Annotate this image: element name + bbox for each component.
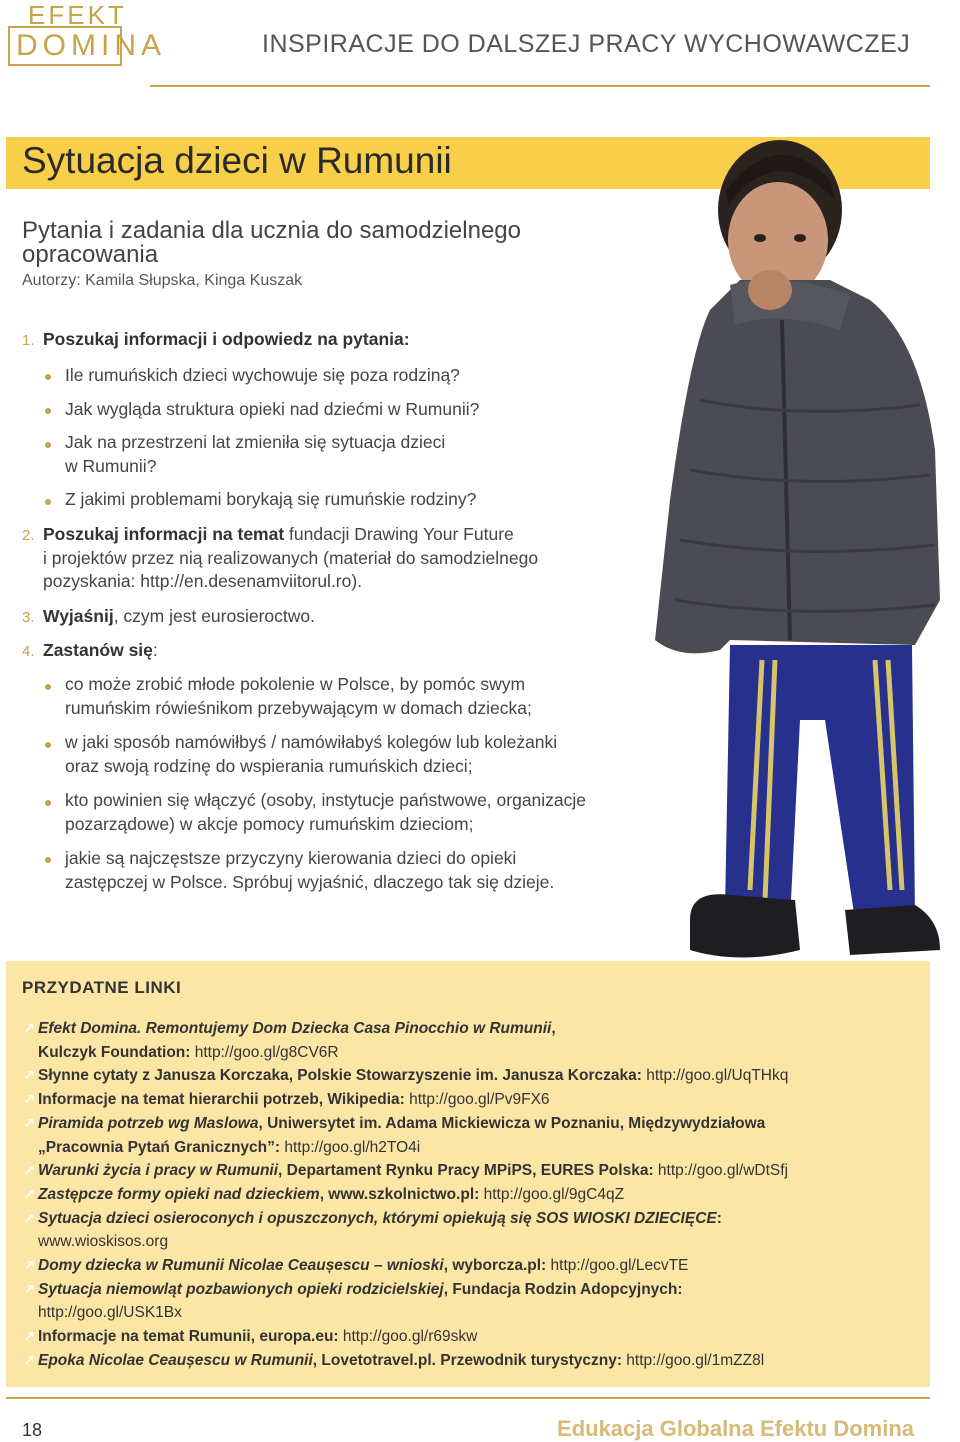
link-url[interactable]: http://goo.gl/wDtSfj <box>653 1162 789 1180</box>
link-url[interactable]: http://goo.gl/r69skw <box>338 1328 478 1346</box>
link-item <box>38 1159 928 1183</box>
link-item <box>38 1064 928 1088</box>
list-item: Z jakimi problemami borykają się rumuńskie rodziny? <box>65 489 477 509</box>
link-source: , wyborcza.pl: <box>443 1257 547 1274</box>
link-item <box>38 1207 928 1231</box>
task-text <box>43 523 514 547</box>
link-source: , <box>551 1020 556 1037</box>
link-source: , www.szkolnictwo.pl: <box>319 1185 480 1203</box>
link-item <box>38 1325 928 1349</box>
link-source: Informacje na temat Rumunii, europa.eu: <box>38 1328 339 1346</box>
list-item: kto powinien się włączyć (osoby, instytucje państwowe, organizacje <box>65 790 587 810</box>
link-item <box>38 1230 928 1254</box>
bullet <box>45 442 51 448</box>
link-item <box>38 1254 928 1278</box>
link-title: Epoka Nicolae Ceaușescu w Rumunii <box>38 1351 313 1369</box>
list-item: oraz swoją rodzinę do wspierania rumuńskich dzieci; <box>65 756 473 776</box>
link-item <box>38 1017 928 1041</box>
link-url[interactable]: http://goo.gl/1mZZ8l <box>622 1351 765 1369</box>
boy-photo <box>650 120 950 970</box>
authors: Autorzy: Kamila Słupska, Kinga Kuszak <box>22 272 303 289</box>
link-title: Efekt Domina. Remontujemy Dom Dziecka Casa Pinocchio w Rumunii <box>38 1020 552 1037</box>
logo-line1: EFEKT <box>28 0 127 30</box>
link-arrow-icon: ↗ <box>24 1328 35 1344</box>
page-title: Sytuacja dzieci w Rumunii <box>22 140 452 181</box>
footer-divider <box>6 1397 930 1399</box>
link-url[interactable]: http://goo.gl/USK1Bx <box>38 1304 182 1322</box>
list-item: jakie są najczęstsze przyczyny kierowania dzieci do opieki <box>65 848 517 868</box>
link-arrow-icon: ↗ <box>24 1280 35 1296</box>
list-item: co może zrobić młode pokolenie w Polsce, by pomóc swym <box>65 674 526 694</box>
link-title: Piramida potrzeb wg Maslowa <box>38 1114 259 1132</box>
bullet <box>45 499 51 505</box>
bullet <box>45 684 51 690</box>
link-arrow-icon: ↗ <box>24 1114 35 1130</box>
task-rest: , czym jest eurosieroctwo. <box>113 606 315 626</box>
list-item: w Rumunii? <box>65 456 157 476</box>
task-number: 1. <box>22 332 35 349</box>
link-arrow-icon: ↗ <box>24 1209 35 1225</box>
task-bold: Poszukaj informacji i odpowiedz na pytania: <box>43 329 410 349</box>
link-item <box>38 1112 928 1136</box>
link-item <box>38 1278 928 1302</box>
logo-line2: DOMINA <box>16 29 166 62</box>
link-item <box>38 1041 928 1065</box>
link-source: , Lovetotravel.pl. Przewodnik turystyczny: <box>312 1351 622 1369</box>
link-source: Słynne cytaty z Janusza Korczaka, Polskie Stowarzyszenie im. Janusza Korczaka: <box>38 1067 642 1085</box>
bullet <box>45 408 51 414</box>
link-item <box>38 1349 928 1373</box>
link-arrow-icon: ↗ <box>24 1351 35 1367</box>
link-arrow-icon: ↗ <box>24 1091 35 1107</box>
task-text <box>43 639 158 663</box>
link-item <box>38 1136 928 1160</box>
link-url[interactable]: http://goo.gl/Pv9FX6 <box>404 1091 550 1109</box>
task-number: 4. <box>22 643 35 660</box>
link-title: Warunki życia i pracy w Rumunii <box>38 1162 279 1180</box>
link-source: , Departament Rynku Pracy MPiPS, EURES Polska: <box>278 1162 654 1180</box>
link-url[interactable]: http://goo.gl/9gC4qZ <box>479 1185 625 1203</box>
link-arrow-icon: ↗ <box>24 1067 35 1083</box>
link-arrow-icon: ↗ <box>24 1162 35 1178</box>
list-item: Jak na przestrzeni lat zmieniła się sytuacja dzieci <box>65 432 446 452</box>
link-url[interactable]: www.wioskisos.org <box>38 1233 169 1251</box>
link-title: Sytuacja niemowląt pozbawionych opieki rodzicielskiej <box>38 1280 444 1298</box>
bullet <box>45 374 51 380</box>
task-bold: Wyjaśnij <box>43 606 114 626</box>
list-item: rumuńskim rówieśnikom przebywającym w domach dziecka; <box>65 698 532 718</box>
logo <box>6 0 166 68</box>
link-item <box>38 1301 928 1325</box>
link-url[interactable]: http://goo.gl/UqTHkq <box>641 1067 789 1085</box>
task-bold: Zastanów się <box>43 640 153 660</box>
list-item: pozarządowe) w akcje pomocy rumuńskim dzieciom; <box>65 814 474 834</box>
link-url[interactable]: http://goo.gl/g8CV6R <box>190 1043 339 1061</box>
task-number: 2. <box>22 527 35 544</box>
list-item: Ile rumuńskich dzieci wychowuje się poza rodziną? <box>65 365 460 385</box>
link-url[interactable]: http://goo.gl/h2TO4i <box>280 1138 421 1156</box>
link-source: : <box>716 1209 722 1227</box>
link-item <box>38 1088 928 1112</box>
links-heading: PRZYDATNE LINKI <box>22 978 182 997</box>
task-text <box>43 605 315 629</box>
task-heading <box>43 328 410 352</box>
task-rest: fundacji Drawing Your Future <box>284 524 514 544</box>
link-title: Zastępcze formy opieki nad dzieckiem <box>38 1185 320 1203</box>
list-item: zastępczej w Polsce. Spróbuj wyjaśnić, dlaczego tak się dzieje. <box>65 872 555 892</box>
link-title: Sytuacja dzieci osieroconych i opuszczonych, którymi opiekują się SOS WIOSKI DZIECIĘCE <box>38 1209 717 1227</box>
link-source: Informacje na temat hierarchii potrzeb, Wikipedia: <box>38 1091 405 1109</box>
list-item: w jaki sposób namówiłbyś / namówiłabyś kolegów lub koleżanki <box>65 732 558 752</box>
subtitle: Pytania i zadania dla ucznia do samodzielnego opracowania <box>22 217 521 268</box>
link-title: Domy dziecka w Rumunii Nicolae Ceaușescu – wnioski <box>38 1257 444 1274</box>
bullet <box>45 742 51 748</box>
task-text: pozyskania: http://en.desenamviitorul.ro). <box>43 571 363 591</box>
task-number: 3. <box>22 609 35 626</box>
list-item: Jak wygląda struktura opieki nad dziećmi w Rumunii? <box>65 399 480 419</box>
link-url[interactable]: http://goo.gl/LecvTE <box>546 1257 689 1274</box>
link-arrow-icon: ↗ <box>24 1257 35 1272</box>
task-rest: : <box>152 640 158 660</box>
link-source: , Fundacja Rodzin Adopcyjnych: <box>443 1280 683 1298</box>
header-title: INSPIRACJE DO DALSZEJ PRACY WYCHOWAWCZEJ <box>262 30 911 58</box>
bullet <box>45 800 51 806</box>
link-arrow-icon: ↗ <box>24 1185 35 1201</box>
header-divider <box>150 85 930 87</box>
page-number: 18 <box>22 1420 43 1440</box>
link-source: „Pracownia Pytań Granicznych”: <box>38 1138 281 1156</box>
task-text: i projektów przez nią realizowanych (materiał do samodzielnego <box>43 548 539 568</box>
link-item <box>38 1183 928 1207</box>
link-source: Kulczyk Foundation: <box>38 1043 191 1061</box>
task-bold: Poszukaj informacji na temat <box>43 524 285 544</box>
footer-title: Edukacja Globalna Efektu Domina <box>557 1416 914 1441</box>
link-source: , Uniwersytet im. Adama Mickiewicza w Poznaniu, Międzywydziałowa <box>258 1114 766 1132</box>
bullet <box>45 857 51 863</box>
link-arrow-icon: ↗ <box>24 1020 35 1035</box>
